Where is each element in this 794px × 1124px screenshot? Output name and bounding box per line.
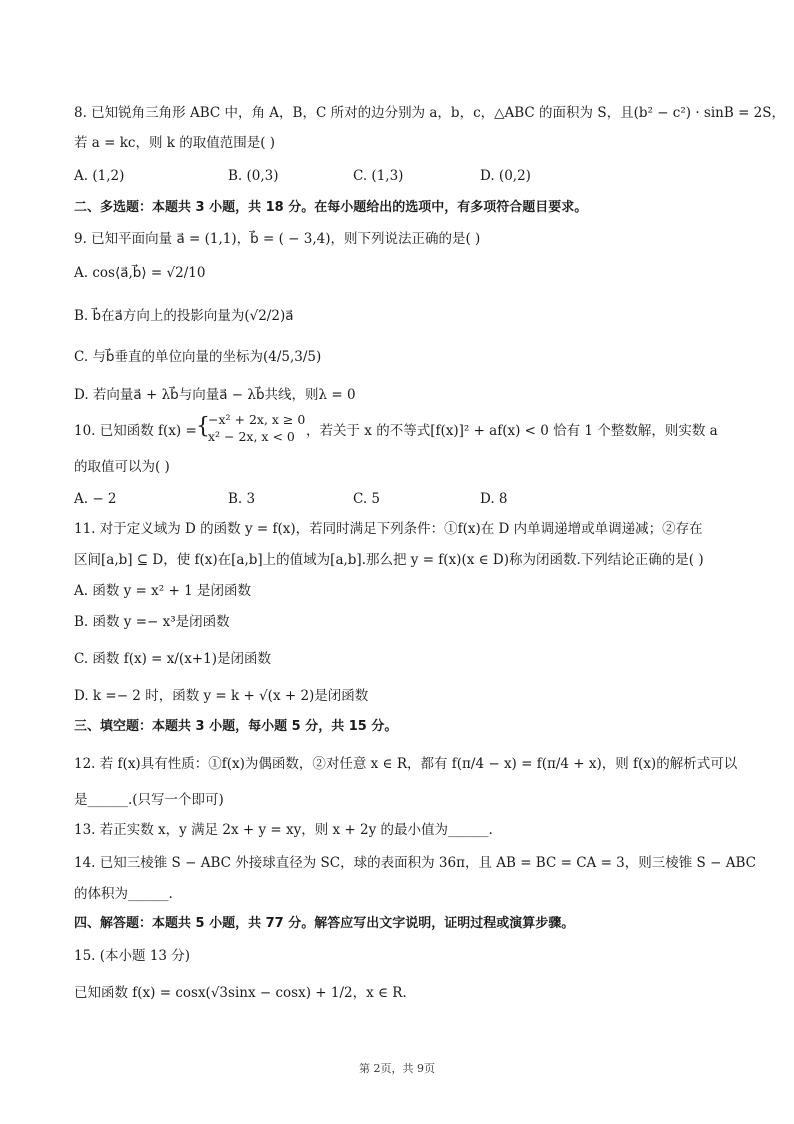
q10-prefix: 10. 已知函数 f(x) = (74, 423, 197, 439)
q10-case2: x² − 2x, x < 0 (208, 429, 295, 444)
q11-option-d: D. k =− 2 时，函数 y = k + √(x + 2)是闭函数 (74, 688, 369, 704)
q9-option-b: B. b⃗在a⃗方向上的投影向量为(√2/2)a⃗ (74, 308, 294, 324)
q10-case1: −x² + 2x, x ≥ 0 (208, 412, 306, 427)
q10-option-a: A. − 2 (74, 491, 117, 507)
page-footer: 第 2页，共 9页 (359, 1062, 435, 1075)
q11-line2: 区间[a,b] ⊆ D，使 f(x)在[a,b]上的值域为[a,b].那么把 y = f(x)(x ∈ D)称为闭函数.下列结论正确的是( ) (74, 552, 704, 568)
q12-line2: 是______.(只写一个即可) (74, 792, 224, 808)
q8-option-d: D. (0,2) (480, 168, 531, 184)
q8-line1: 8. 已知锐角三角形 ABC 中，角 A，B，C 所对的边分别为 a，b，c，△ABC 的面积为 S，且(b² − c²) · sinB = 2S， (74, 105, 786, 121)
q10-option-d: D. 8 (480, 491, 508, 507)
q8-option-a: A. (1,2) (74, 168, 125, 184)
q10-suffix: ，若关于 x 的不等式[f(x)]² + af(x) < 0 恰有 1 个整数解，则实数 a (306, 423, 718, 439)
q12-line1: 12. 若 f(x)具有性质：①f(x)为偶函数，②对任意 x ∈ R，都有 f(π/4 − x) = f(π/4 + x)，则 f(x)的解析式可以 (74, 756, 738, 772)
q10-option-b: B. 3 (228, 491, 256, 507)
q9-stem: 9. 已知平面向量 a⃗ = (1,1)，b⃗ = ( − 3,4)，则下列说法正确的是( ) (74, 231, 481, 247)
q10-option-c: C. 5 (353, 491, 381, 507)
q14-line2: 的体积为______. (74, 886, 173, 902)
section-fill-in-heading: 三、填空题：本题共 3 小题，每小题 5 分，共 15 分。 (74, 719, 398, 734)
q15-title: 15. (本小题 13 分) (74, 948, 191, 964)
q10-line2: 的取值可以为( ) (74, 459, 170, 475)
q9-option-c: C. 与b⃗垂直的单位向量的坐标为(4/5,3/5) (74, 349, 322, 365)
question-13: 13. 若正实数 x，y 满足 2x + y = xy，则 x + 2y 的最小值为______. (74, 822, 493, 838)
q9-option-a: A. cos⟨a⃗,b⃗⟩ = √2/10 (74, 265, 206, 281)
q8-option-c: C. (1,3) (353, 168, 404, 184)
q15-stem: 已知函数 f(x) = cosx(√3sinx − cosx) + 1/2，x ∈ R. (74, 985, 407, 1001)
q10-brace: { (196, 414, 210, 439)
section-solution-heading: 四、解答题：本题共 5 小题，共 77 分。解答应写出文字说明，证明过程或演算步骤。 (74, 916, 575, 931)
q14-line1: 14. 已知三棱锥 S − ABC 外接球直径为 SC，球的表面积为 36π，且 AB = BC = CA = 3，则三棱锥 S − ABC (74, 855, 756, 871)
q9-option-d: D. 若向量a⃗ + λb⃗与向量a⃗ − λb⃗共线，则λ = 0 (74, 387, 356, 403)
q11-option-b: B. 函数 y =− x³是闭函数 (74, 614, 230, 630)
q11-line1: 11. 对于定义域为 D 的函数 y = f(x)，若同时满足下列条件：①f(x)在 D 内单调递增或单调递减；②存在 (74, 521, 703, 537)
q8-line2: 若 a = kc，则 k 的取值范围是( ) (74, 135, 276, 151)
q11-option-c: C. 函数 f(x) = x/(x+1)是闭函数 (74, 651, 271, 667)
q8-option-b: B. (0,3) (228, 168, 279, 184)
section-multiple-choice-heading: 二、多选题：本题共 3 小题，共 18 分。在每小题给出的选项中，有多项符合题目要求。 (74, 200, 588, 215)
q11-option-a: A. 函数 y = x² + 1 是闭函数 (74, 583, 251, 599)
